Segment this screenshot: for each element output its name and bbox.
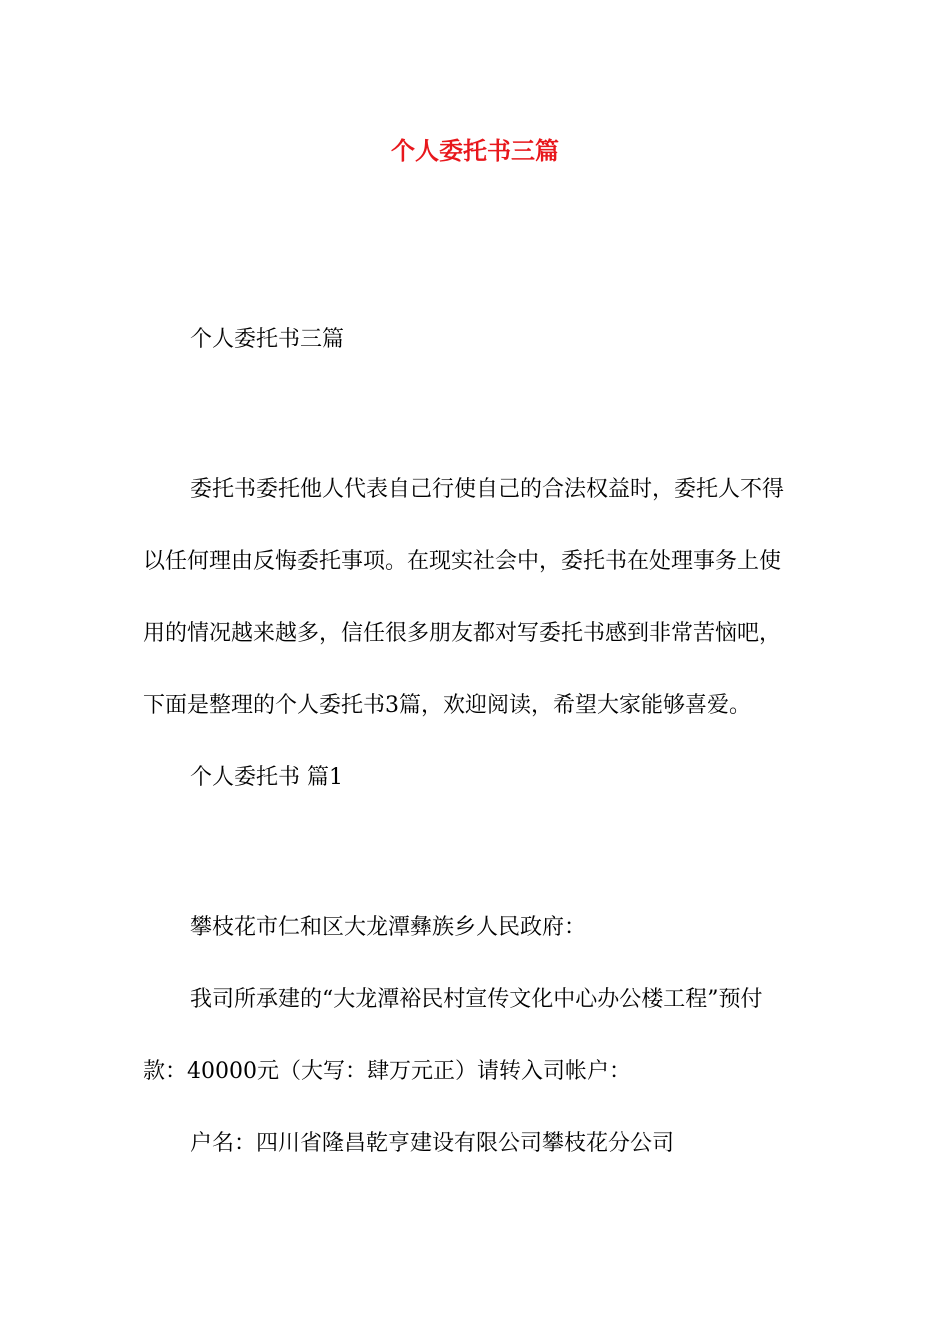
paragraph-line: 下面是整理的个人委托书3篇，欢迎阅读，希望大家能够喜爱。: [143, 693, 751, 718]
paragraph-line: 款：40000元（大写：肆万元正）请转入司帐户：: [143, 1059, 631, 1084]
paragraph-line: 我司所承建的“大龙潭裕民村宣传文化中心办公楼工程”预付: [190, 987, 763, 1012]
subtitle-line: 个人委托书三篇: [190, 327, 345, 352]
paragraph-line: 委托书委托他人代表自己行使自己的合法权益时，委托人不得: [190, 477, 785, 502]
salutation-line: 攀枝花市仁和区大龙潭彝族乡人民政府：: [190, 915, 587, 940]
section-heading: 个人委托书 篇1: [190, 765, 343, 790]
document-title: 个人委托书三篇: [391, 136, 559, 165]
paragraph-line: 用的情况越来越多，信任很多朋友都对写委托书感到非常苦恼吧，: [143, 621, 782, 646]
account-name-line: 户名：四川省隆昌乾亨建设有限公司攀枝花分公司: [190, 1131, 675, 1156]
paragraph-line: 以任何理由反悔委托事项。在现实社会中，委托书在处理事务上使: [143, 549, 782, 574]
